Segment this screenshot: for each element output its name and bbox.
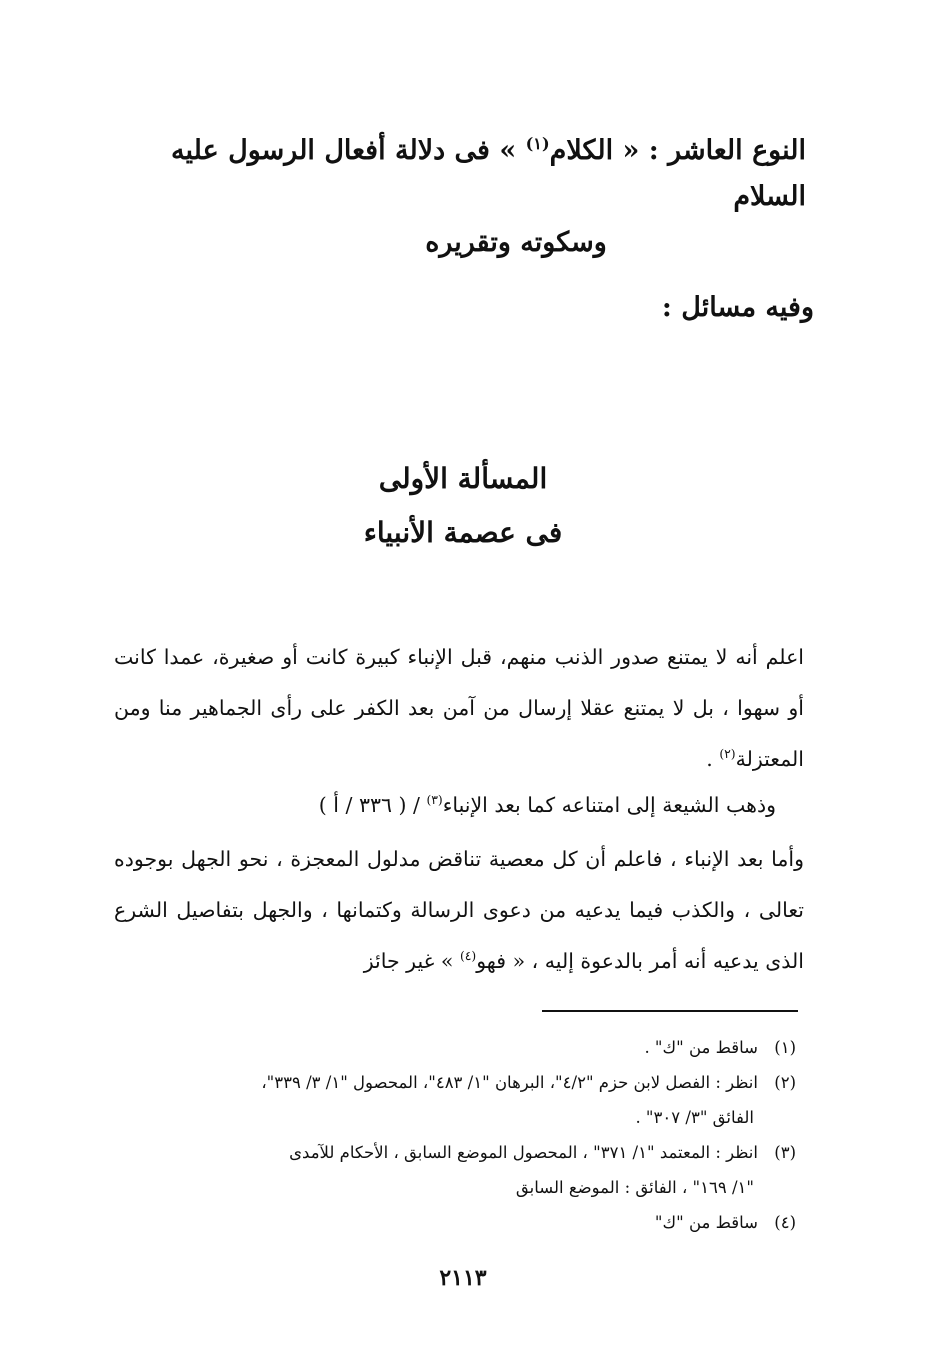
heading-line2: وسكوته وتقريره — [425, 227, 607, 258]
footnote-4: (٤)ساقط من "ك" — [654, 1213, 796, 1232]
footnote-1: (١)ساقط من "ك" . — [644, 1038, 796, 1057]
chapter-heading — [106, 128, 806, 266]
paragraph-2: وذهب الشيعة إلى امتناعه كما بعد الإنباء$^{(٣)}$ / ( ٣٣٦ / أ ) — [318, 793, 776, 817]
footnote-3: (٣)انظر : المعتمد "١/ ٣٧١" ، المحصول الموضع السابق ، الأحكام للآمدى "١/ ١٦٩" ، الفائق : الموضع السابق — [289, 1143, 796, 1197]
page-number: ٢١١٣ — [439, 1265, 487, 1291]
paragraph-3: وأما بعد الإنباء ، فاعلم أن كل معصية تناقض مدلول المعجزة ، نحو الجهل بوجوده تعالى ، والكذب فيما يدعيه من دعوى الرسالة وكتمانها ، والجهل بتفاصيل الشرع الذى يدعيه أنه أمر بالدعوة إليه ، « فهو$^{(٤)}$ » غير جائز — [114, 847, 804, 973]
footnote-marker: (١) — [525, 134, 550, 153]
footnote-marker: (٣) — [426, 793, 443, 808]
heading-line1: النوع العاشر : « الكلام$^{(١)}$ » فى دلالة أفعال الرسول عليه السلام — [171, 134, 806, 212]
subheading: وفيه مسائل : — [661, 292, 814, 323]
footnote-marker: (٤) — [459, 949, 477, 964]
footnote-divider — [542, 1010, 798, 1012]
footnote-marker: (٢) — [719, 747, 736, 762]
section-title: المسألة الأولى — [378, 462, 548, 495]
section-subtitle: فى عصمة الأنبياء — [363, 516, 563, 549]
footnote-2: (٢)انظر : الفصل لابن حزم "٤/٢"، البرهان "١/ ٤٨٣"، المحصول "١/ ٣/ ٣٣٩"، الفائق "٣/ ٣٠٧" . — [261, 1073, 796, 1127]
footnotes — [76, 1030, 796, 1240]
paragraph-1: اعلم أنه لا يمتنع صدور الذنب منهم، قبل الإنباء كبيرة كانت أو صغيرة، عمدا كانت أو سهوا ، بل لا يمتنع عقلا إرسال من آمن بعد الكفر على رأى الجماهير منا ومن المعتزلة$^{(٢)}$ . — [114, 645, 804, 771]
